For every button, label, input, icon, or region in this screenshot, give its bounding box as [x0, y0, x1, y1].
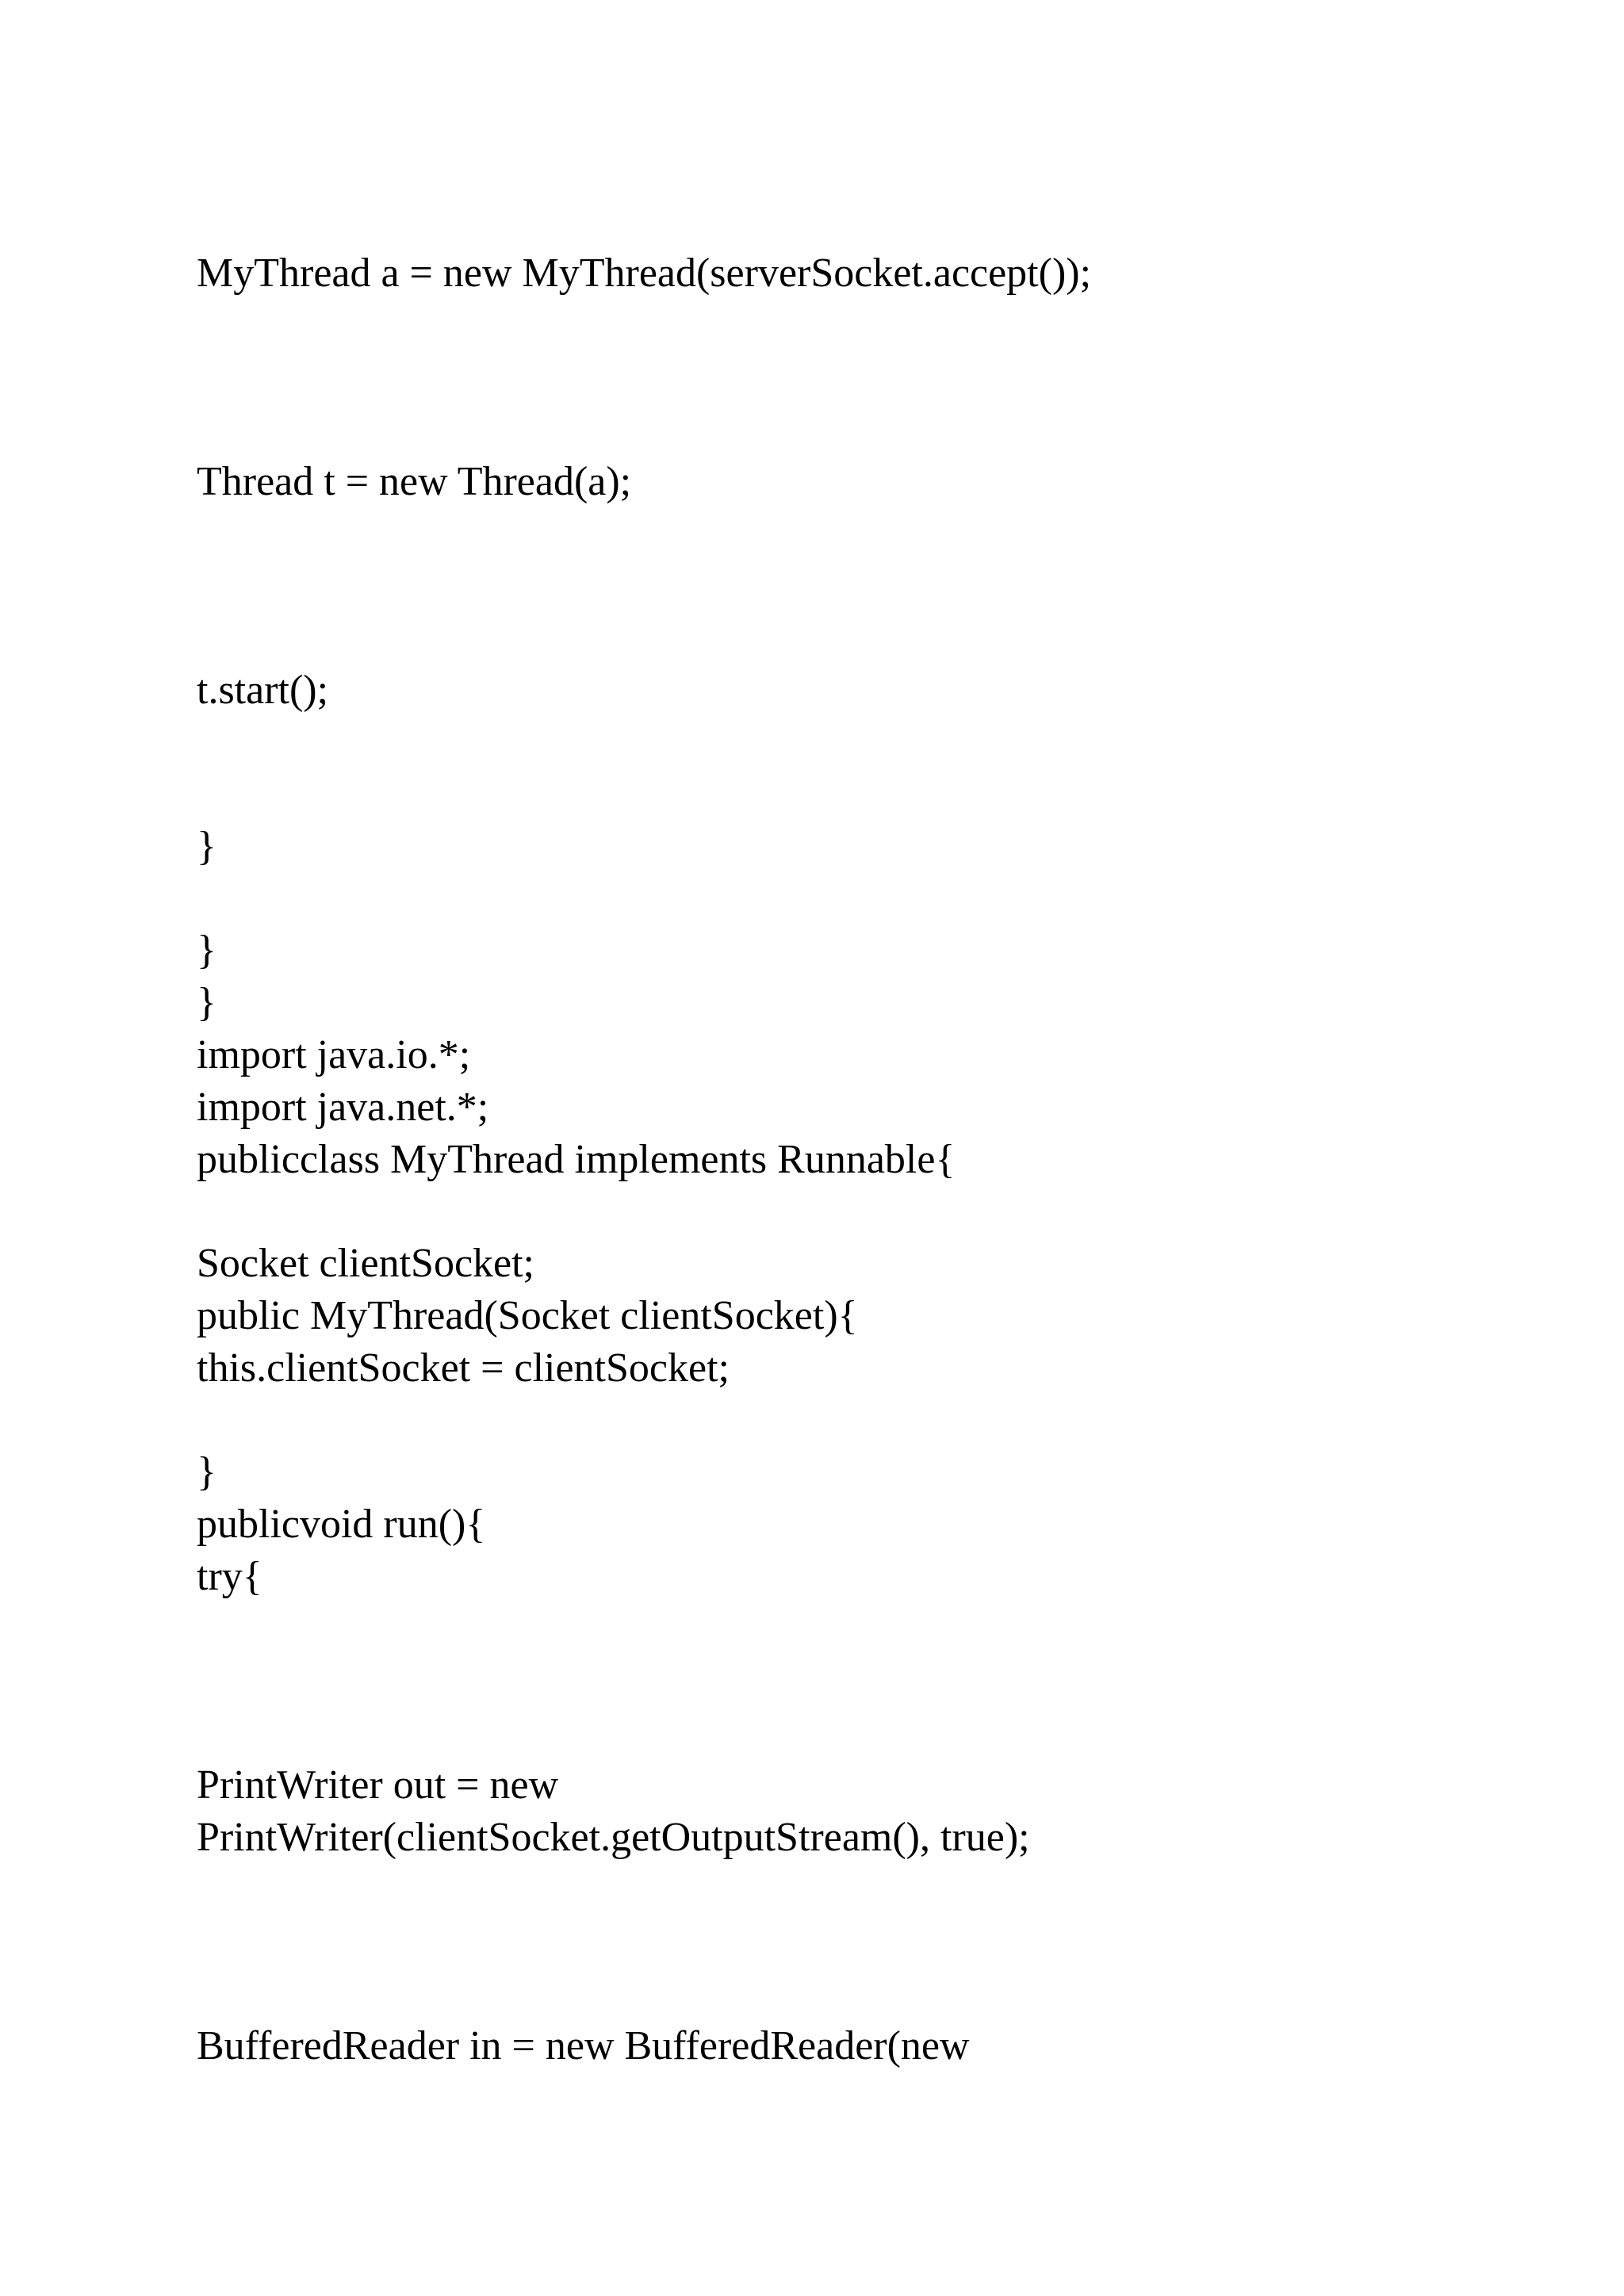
code-line-5: }: [197, 928, 216, 973]
code-line-8: import java.net.*;: [197, 1085, 489, 1130]
code-line-3: t.start();: [197, 668, 329, 713]
code-line-12: this.clientSocket = clientSocket;: [197, 1345, 730, 1391]
code-line-6: }: [197, 980, 216, 1025]
code-line-18: BufferedReader in = new BufferedReader(new: [197, 2023, 970, 2068]
code-line-17: PrintWriter(clientSocket.getOutputStream(), true);: [197, 1815, 1030, 1860]
code-line-13: }: [197, 1449, 216, 1494]
code-line-14: publicvoid run(){: [197, 1502, 486, 1547]
code-line-11: public MyThread(Socket clientSocket){: [197, 1293, 858, 1338]
code-line-10: Socket clientSocket;: [197, 1241, 535, 1286]
code-line-4: }: [197, 824, 216, 869]
code-line-16: PrintWriter out = new: [197, 1762, 559, 1808]
code-line-15: try{: [197, 1554, 262, 1599]
code-line-1: MyThread a = new MyThread(serverSocket.accept());: [197, 251, 1092, 296]
code-line-9: publicclass MyThread implements Runnable{: [197, 1137, 956, 1182]
code-line-2: Thread t = new Thread(a);: [197, 459, 632, 504]
code-line-7: import java.io.*;: [197, 1032, 471, 1077]
